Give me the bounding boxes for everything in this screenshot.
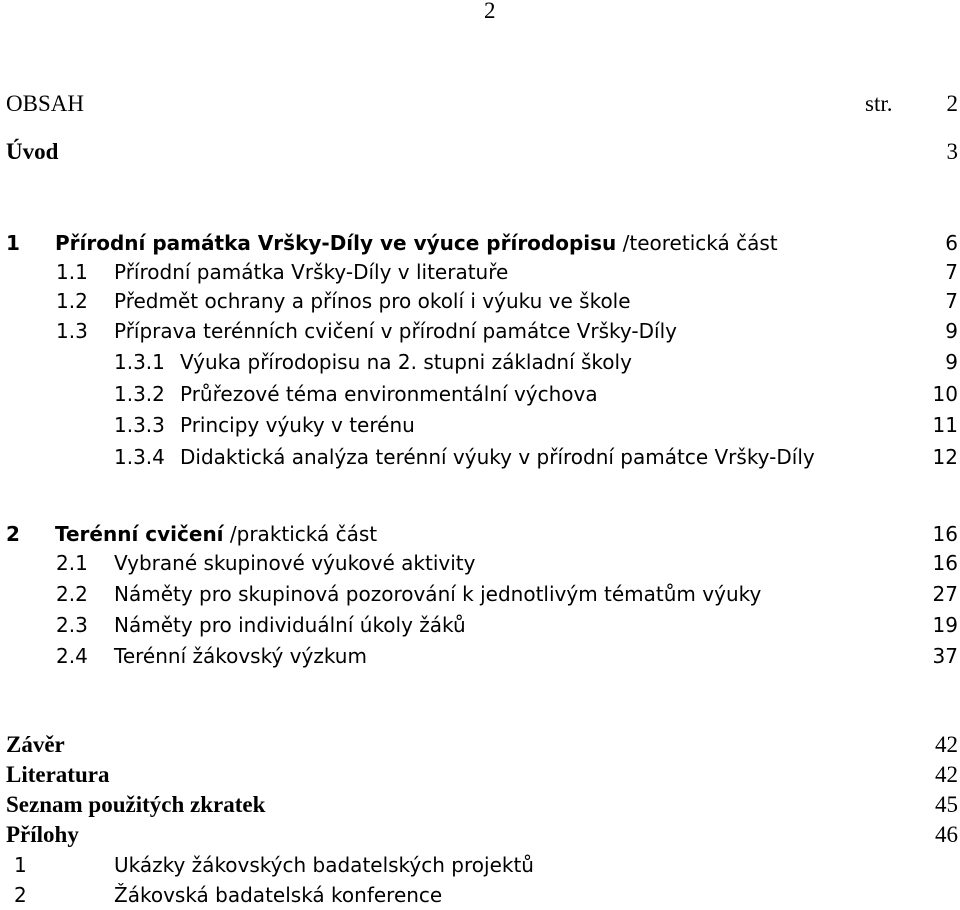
toc-entry-2-4: 2.4 Terénní žákovský výzkum 37 [56,644,958,668]
toc-entry-2-2: 2.2 Náměty pro skupinová pozorování k jednotlivým tématům výuky 27 [56,582,958,606]
toc-abbreviations: Seznam použitých zkratek 45 [6,792,958,817]
chapter-1-page: 6 [945,231,958,255]
toc-intro [0,137,960,167]
intro-page: 3 [946,139,958,164]
chapter-2-page: 16 [932,522,958,546]
toc-header [0,89,960,119]
toc-title: OBSAH [6,91,84,116]
toc-appendices: Přílohy 46 [6,822,958,847]
toc-chapter-1 [0,228,960,258]
header-page: 2 [946,91,958,116]
toc-entry-1-3-3: 1.3.3 Principy výuky v terénu 11 [114,413,958,437]
toc-entry-2-3: 2.3 Náměty pro individuální úkoly žáků 19 [56,613,958,637]
toc-entry-1-1: 1.1 Přírodní památka Vršky-Díly v literatuře 7 [56,260,958,284]
chapter-1-title: Přírodní památka Vršky-Díly ve výuce přírodopisu /teoretická část [55,231,778,255]
toc-entry-1-3-2: 1.3.2 Průřezové téma environmentální výchova 10 [114,382,958,406]
toc-literature: Literatura 42 [6,762,958,787]
intro-title: Úvod [6,139,59,164]
page-label: str. [865,91,893,116]
chapter-2-title: Terénní cvičení /praktická část [55,522,378,546]
toc-appendix-2: 2 Žákovská badatelská konference [14,883,443,907]
toc-entry-1-3-4: 1.3.4 Didaktická analýza terénní výuky v přírodní památce Vršky-Díly 12 [114,445,958,469]
chapter-2-num: 2 [6,522,20,546]
toc-conclusion: Závěr 42 [6,732,958,757]
toc-appendix-1: 1 Ukázky žákovských badatelských projektů [14,853,534,877]
toc-chapter-2 [0,519,960,549]
toc-entry-1-2: 1.2 Předmět ochrany a přínos pro okolí i výuku ve škole 7 [56,289,958,313]
chapter-1-num: 1 [6,231,20,255]
toc-entry-2-1: 2.1 Vybrané skupinové výukové aktivity 16 [56,551,958,575]
toc-entry-1-3-1: 1.3.1 Výuka přírodopisu na 2. stupni základní školy 9 [114,350,958,374]
page-number: 2 [484,0,496,23]
toc-entry-1-3: 1.3 Příprava terénních cvičení v přírodní památce Vršky-Díly 9 [56,319,958,343]
